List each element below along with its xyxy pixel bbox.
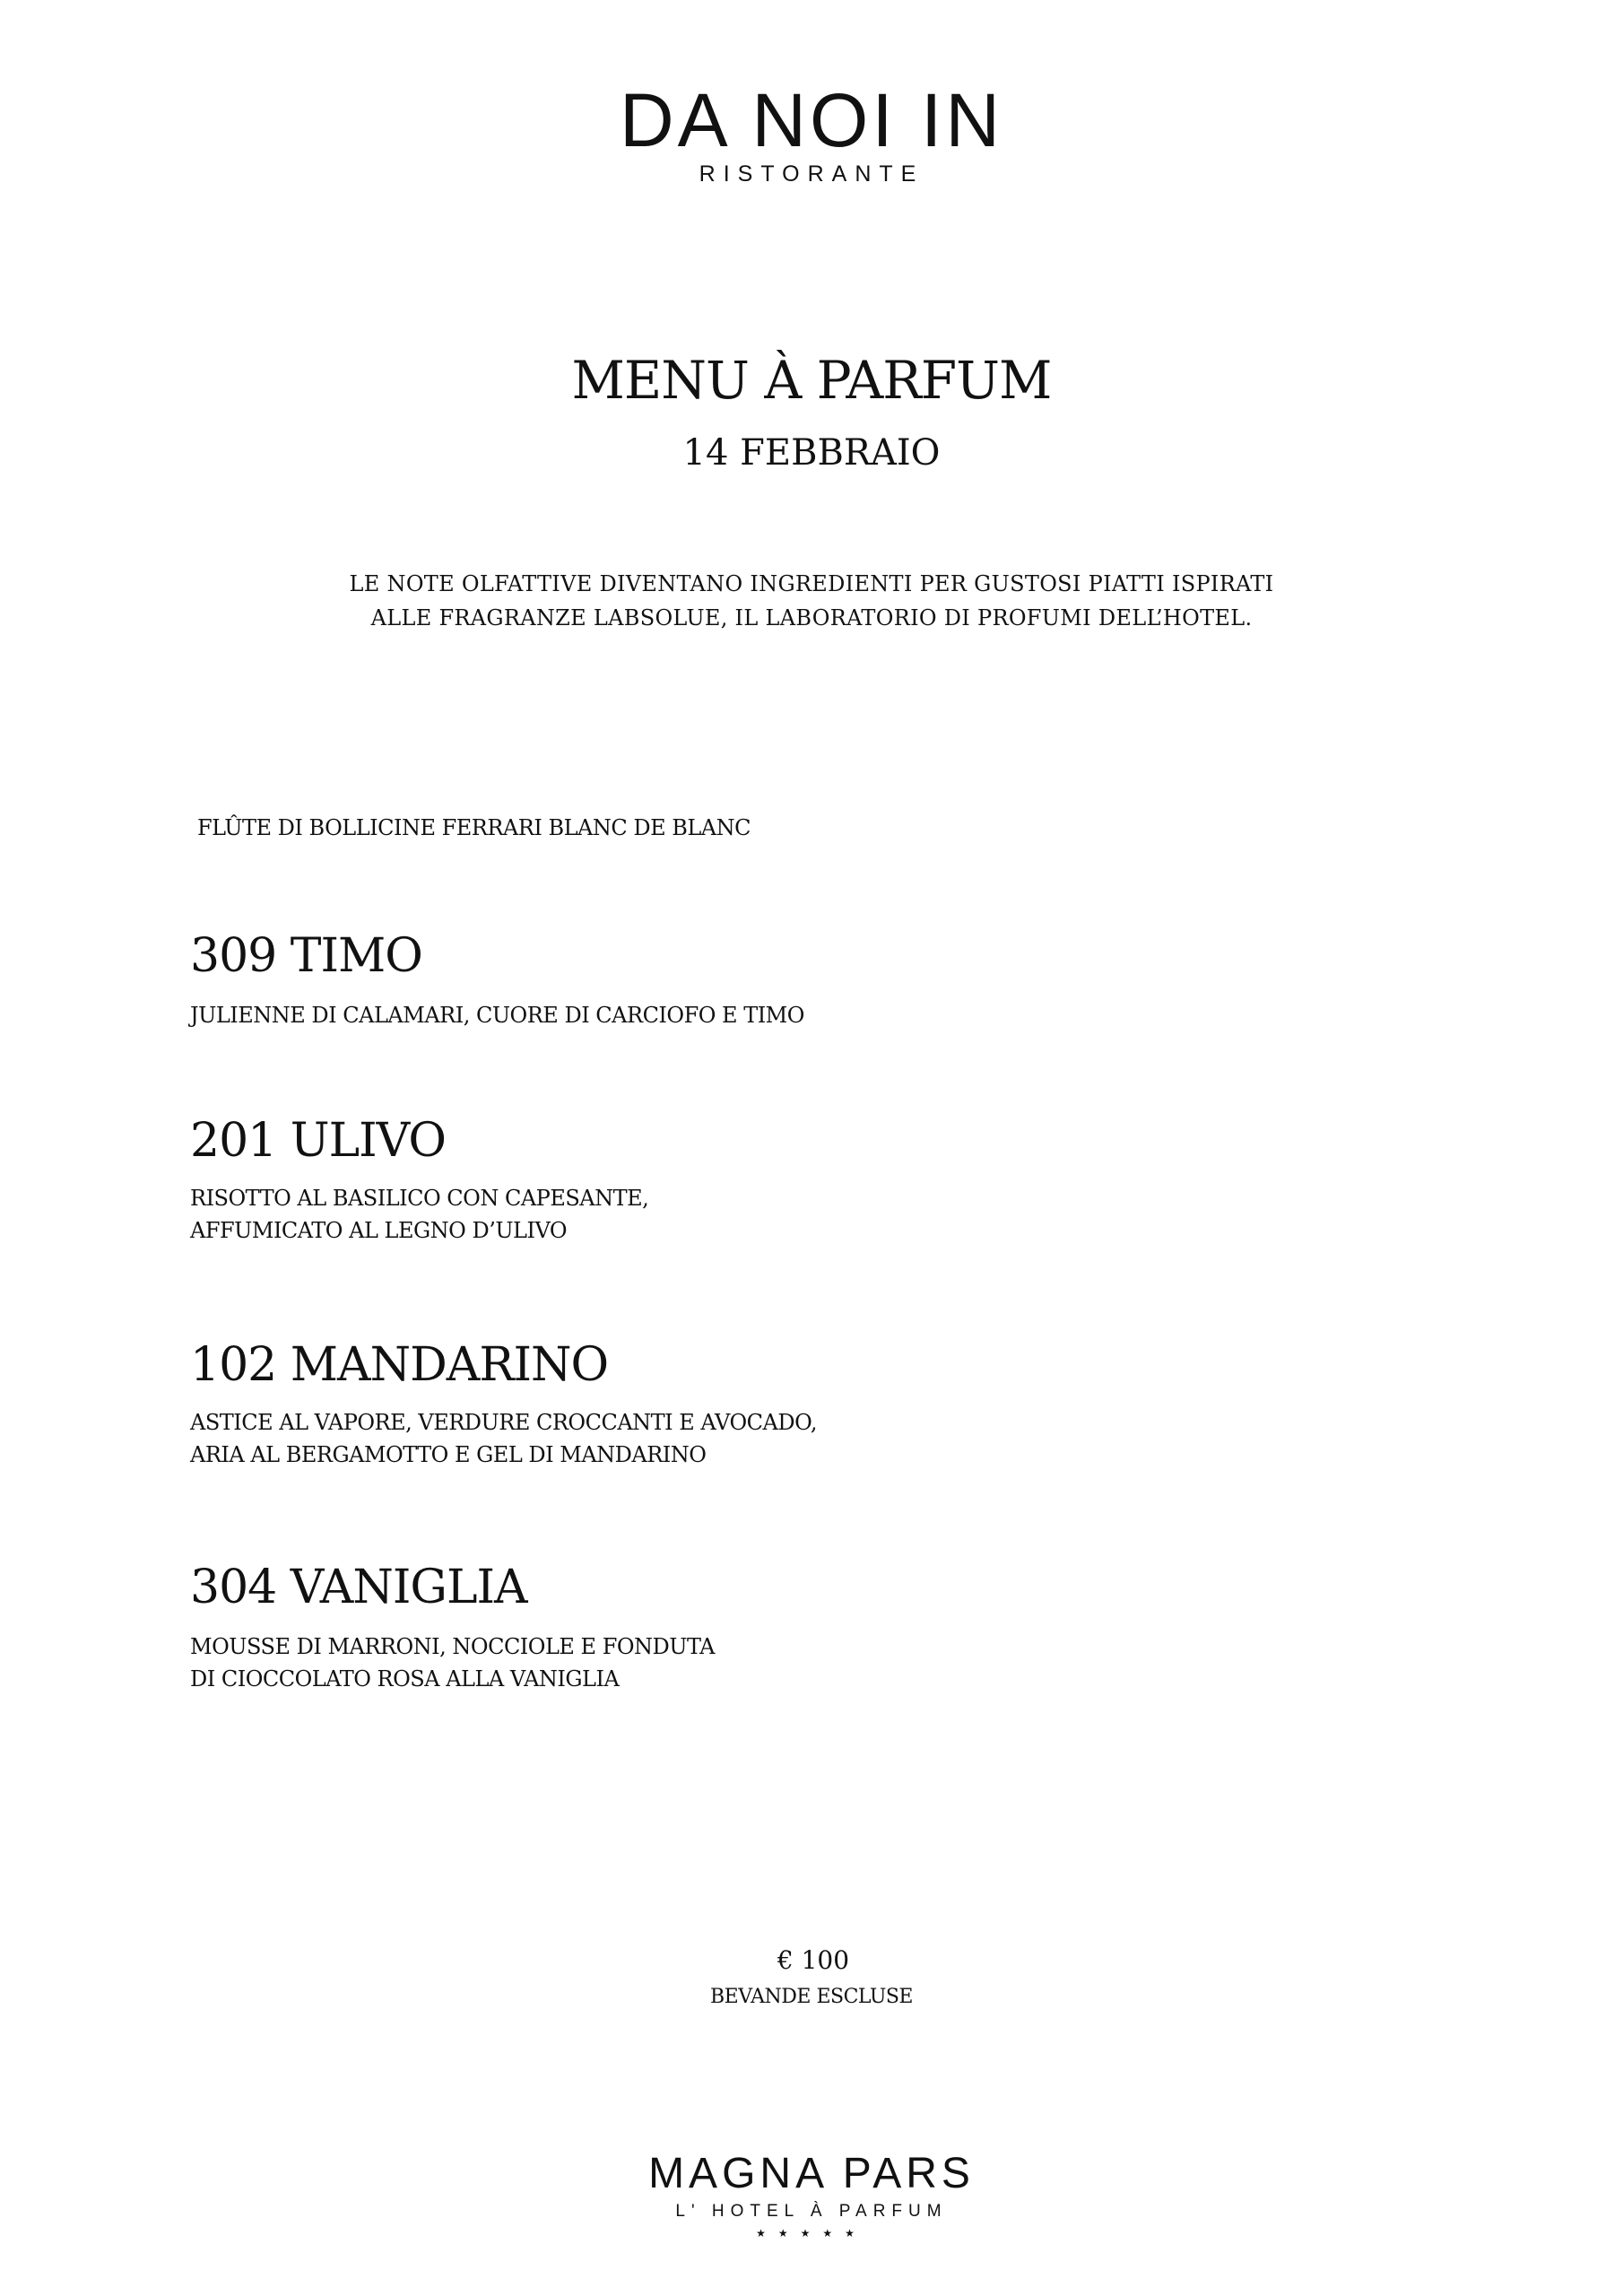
menu-intro <box>0 567 1623 635</box>
course-description-line: JULIENNE DI CALAMARI, CUORE DI CARCIOFO E TIMO <box>190 1003 804 1028</box>
course-title: 304 VANIGLIA <box>190 1561 527 1614</box>
course-description-line: RISOTTO AL BASILICO CON CAPESANTE, <box>190 1186 649 1211</box>
menu-price: € 100 <box>777 1945 850 1975</box>
restaurant-logo-subtitle: RISTORANTE <box>699 161 924 187</box>
course-description-line: MOUSSE DI MARRONI, NOCCIOLE E FONDUTA <box>190 1634 716 1659</box>
hotel-logo-name: MAGNA PARS <box>648 2150 975 2197</box>
course-description-line: DI CIOCCOLATO ROSA ALLA VANIGLIA <box>190 1666 620 1692</box>
menu-title: MENU À PARFUM <box>571 350 1052 411</box>
course-description-line: ARIA AL BERGAMOTTO E GEL DI MANDARINO <box>190 1442 707 1467</box>
menu-date: 14 FEBBRAIO <box>682 432 941 474</box>
course-description <box>190 1406 817 1471</box>
course-description-line: ASTICE AL VAPORE, VERDURE CROCCANTI E AVOCADO, <box>190 1410 817 1435</box>
course-title: 102 MANDARINO <box>190 1338 609 1392</box>
hotel-logo-subtitle: L' HOTEL À PARFUM <box>675 2202 948 2221</box>
course-description-line: AFFUMICATO AL LEGNO D’ULIVO <box>190 1218 568 1243</box>
intro-line: ALLE FRAGRANZE LABSOLUE, IL LABORATORIO DI PROFUMI DELL’HOTEL. <box>370 605 1253 631</box>
restaurant-logo-name: DA NOI IN <box>619 78 1004 162</box>
aperitif-line: FLÛTE DI BOLLICINE FERRARI BLANC DE BLANC <box>197 815 751 840</box>
course-title: 309 TIMO <box>190 929 422 983</box>
course-description <box>190 1182 648 1247</box>
intro-line: LE NOTE OLFATTIVE DIVENTANO INGREDIENTI PER GUSTOSI PIATTI ISPIRATI <box>349 571 1274 596</box>
price-note: BEVANDE ESCLUSE <box>710 1986 913 2008</box>
hotel-stars: ★★★★★ <box>756 2227 867 2239</box>
course-description <box>190 999 804 1031</box>
course-description <box>190 1631 715 1695</box>
course-title: 201 ULIVO <box>190 1114 446 1168</box>
